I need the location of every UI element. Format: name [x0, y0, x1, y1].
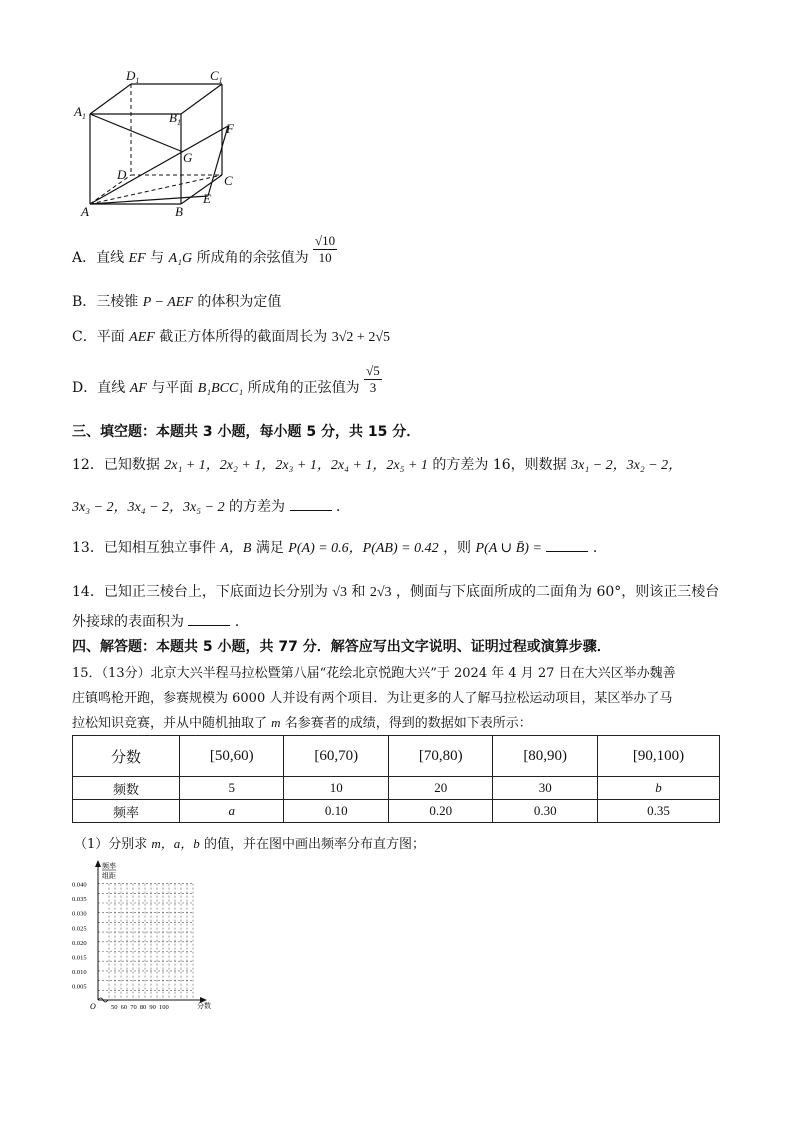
label-C: C	[224, 173, 233, 188]
q13-cond: P(A) = 0.6，P(AB) = 0.42	[288, 541, 439, 556]
option-a-ag: A₁G	[168, 251, 193, 266]
q14-answer-blank[interactable]	[188, 611, 230, 626]
origin-label: O	[90, 1002, 96, 1011]
y-tick-label: 0.020	[72, 939, 87, 947]
table-row	[73, 736, 720, 777]
label-D: D	[117, 167, 127, 182]
label-G: G	[183, 150, 193, 165]
q12-data1: 2x₁ + 1，2x₂ + 1，2x₃ + 1，2x₄ + 1，2x₅ + 1	[164, 458, 428, 473]
label-D1: $D_1$	[126, 68, 140, 85]
score-table	[72, 735, 720, 823]
table-row	[73, 800, 720, 823]
y-tick-label: 0.005	[72, 983, 87, 991]
option-d-plane: B₁BCC₁	[197, 381, 244, 396]
option-c-prefix: C．平面	[72, 329, 125, 345]
q14-line2-text: 外接球的表面积为	[72, 614, 184, 630]
q14-a: √3	[332, 585, 347, 600]
option-c-value: 3√2 + 2√5	[331, 330, 390, 345]
table-row-label: 频数	[73, 777, 180, 800]
q14-and: 和	[351, 584, 366, 600]
q15-sub1-end: 的值，并在图中画出频率分布直方图；	[203, 837, 425, 852]
table-cell: [60,70)	[284, 736, 388, 777]
q12-line2	[72, 496, 350, 518]
q13-ab: A，B	[220, 541, 252, 556]
q13-mid: 满足	[255, 540, 284, 556]
q14-line1	[72, 582, 719, 603]
q14-b: 2√3	[369, 585, 392, 600]
y-axis-arrow	[95, 860, 101, 867]
label-B: B	[175, 204, 183, 219]
table-cell: b	[597, 777, 719, 800]
q12-data3: 3x₃ − 2，3x₄ − 2，3x₅ − 2	[72, 500, 225, 515]
q15-line3-end: 名参赛者的成绩，得到的数据如下表所示：	[284, 716, 532, 731]
y-tick-label: 0.025	[72, 925, 87, 933]
table-cell: 0.20	[388, 800, 492, 823]
y-tick-label: 0.035	[72, 896, 87, 904]
table-cell: [70,80)	[388, 736, 492, 777]
q13-ask: P(A ∪ B̄) =	[475, 541, 542, 556]
table-row-label: 频率	[73, 800, 180, 823]
y-label-top: 频率	[102, 862, 116, 870]
option-c-plane: AEF	[129, 330, 155, 345]
q12-data2: 3x₁ − 2，3x₂ − 2，	[571, 458, 683, 473]
x-tick-label: 50	[111, 1004, 118, 1011]
q15-m: m	[271, 715, 281, 730]
label-A: A	[81, 204, 89, 219]
table-row	[73, 777, 720, 800]
y-tick-label: 0.015	[72, 954, 87, 962]
q14-start: 14．已知正三棱台上，下底面边长分别为	[72, 584, 328, 600]
q13-start: 13．已知相互独立事件	[72, 540, 216, 556]
option-a-text: 所成角的余弦值为	[196, 250, 309, 266]
q14-period: ．	[234, 614, 249, 630]
q14-end: ，侧面与下底面所成的二面角为 60°，则该正三棱台	[396, 584, 720, 600]
x-tick-label: 70	[130, 1004, 137, 1011]
option-d-mid: 与平面	[151, 380, 194, 396]
table-cell: 30	[493, 777, 597, 800]
q14-line2	[72, 611, 249, 632]
option-a-den: 10	[318, 249, 332, 265]
q15-sub1-start: （1）分别求	[74, 837, 148, 852]
q13-period: ．	[592, 540, 607, 556]
option-c	[72, 327, 390, 348]
q15-sub1	[74, 834, 425, 855]
table-row-label: 分数	[73, 736, 180, 777]
label-F: F	[226, 121, 234, 136]
option-d-line: AF	[129, 381, 147, 396]
option-a-fraction	[313, 233, 337, 266]
table-cell: [50,60)	[180, 736, 284, 777]
q15-line3-start: 拉松知识竞赛，并从中随机抽取了	[72, 716, 268, 731]
option-b-text: 的体积为定值	[197, 294, 282, 310]
y-tick-label: 0.030	[72, 910, 87, 918]
y-label-bottom: 组距	[102, 872, 116, 880]
q12-answer-blank[interactable]	[290, 496, 332, 511]
option-d-prefix: D．直线	[72, 380, 126, 396]
option-a	[72, 232, 337, 269]
q13-then: ，则	[443, 540, 472, 556]
option-b-prefix: B．三棱锥	[72, 294, 139, 310]
option-d-den: 3	[369, 379, 377, 395]
section4-title: 四、解答题：本题共 5 小题，共 77 分．解答应写出文字说明、证明过程或演算步骤．	[72, 639, 611, 655]
option-a-prefix: A．直线	[72, 250, 125, 266]
label-A1: $A_1$	[74, 104, 86, 121]
q13-line	[72, 537, 607, 559]
table-cell: [80,90)	[493, 736, 597, 777]
q13-answer-blank[interactable]	[546, 537, 588, 552]
table-cell: 20	[388, 777, 492, 800]
option-a-ef: EF	[128, 251, 146, 266]
option-d-num: √5	[366, 362, 380, 378]
option-d	[72, 362, 382, 399]
q12-line1	[72, 455, 682, 476]
y-tick-label: 0.040	[72, 881, 87, 889]
option-d-fraction	[364, 363, 382, 396]
table-cell: 0.10	[284, 800, 388, 823]
q12-mid: 的方差为 16，则数据	[432, 457, 567, 473]
label-E: E	[203, 191, 211, 206]
table-cell: a	[180, 800, 284, 823]
x-label: 分数	[197, 1002, 211, 1010]
q12-end: 的方差为	[229, 499, 286, 515]
y-tick-label: 0.010	[72, 968, 87, 976]
label-C1: $C_1$	[210, 68, 223, 85]
option-d-text: 所成角的正弦值为	[247, 380, 360, 396]
x-tick-label: 90	[149, 1004, 156, 1011]
option-c-text: 截正方体所得的截面周长为	[159, 329, 328, 345]
section3-title: 三、填空题：本题共 3 小题，每小题 5 分，共 15 分．	[72, 424, 421, 440]
table-cell: 5	[180, 777, 284, 800]
table-cell: [90,100)	[597, 736, 719, 777]
option-b-expr: P − AEF	[142, 295, 193, 310]
label-B1: $B_1$	[169, 110, 181, 127]
table-cell: 10	[284, 777, 388, 800]
q15-sub1-vars: m，a，b	[151, 836, 200, 851]
q12-start: 12．已知数据	[72, 457, 160, 473]
x-tick-label: 80	[139, 1004, 147, 1011]
cube-figure	[70, 66, 245, 222]
histogram-grid	[70, 858, 215, 1014]
q15-line1: 15．（13分）北京大兴半程马拉松暨第八届“花绘北京悦跑大兴”于 2024 年 4 月 27 日在大兴区举办魏善	[72, 666, 676, 681]
q12-period: ．	[335, 499, 350, 515]
table-cell: 0.30	[493, 800, 597, 823]
option-a-num: √10	[315, 232, 336, 248]
option-b	[72, 292, 281, 313]
x-tick-label: 100	[159, 1004, 169, 1011]
q15-line2: 庄镇鸣枪开跑，参赛规模为 6000 人并设有两个项目．为让更多的人了解马拉松运动项目，某区举办了马	[72, 691, 673, 706]
x-tick-label: 60	[120, 1004, 128, 1011]
option-a-mid: 与	[150, 250, 165, 266]
q15-line3	[72, 713, 532, 734]
table-cell: 0.35	[597, 800, 719, 823]
